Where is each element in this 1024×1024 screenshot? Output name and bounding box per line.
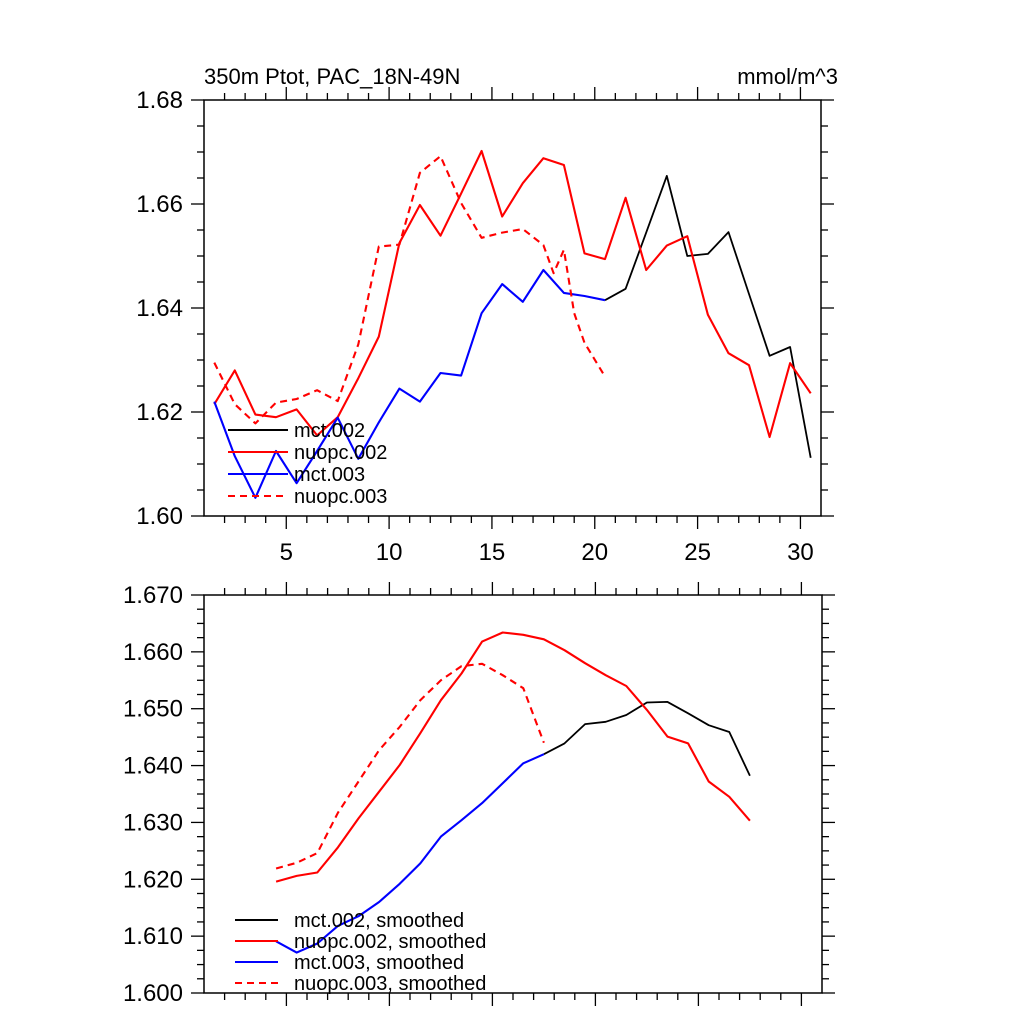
y-tick-label: 1.650 xyxy=(122,695,183,723)
top-panel xyxy=(136,87,834,566)
x-tick-label: 25 xyxy=(684,539,711,566)
bottom-legend xyxy=(235,910,486,995)
legend-entry-label: mct.002 xyxy=(294,420,366,442)
legend-entry-label: mct.003, smoothed xyxy=(294,952,465,974)
y-tick-label: 1.620 xyxy=(122,866,183,894)
x-tick-label: 15 xyxy=(478,539,506,566)
legend-entry-label: nuopc.003, smoothed xyxy=(294,973,487,995)
y-tick-label: 1.630 xyxy=(122,809,183,837)
y-tick-label: 1.670 xyxy=(122,582,183,609)
top-axis-labels xyxy=(136,87,814,566)
legend-entry-label: nuopc.003 xyxy=(294,486,388,508)
legend-entry-label: nuopc.002, smoothed xyxy=(294,931,487,953)
series-nuopc-003 xyxy=(214,156,605,423)
bottom-panel xyxy=(123,582,835,1007)
x-tick-label: 20 xyxy=(581,539,609,566)
bottom-series-group xyxy=(276,633,750,953)
top-legend xyxy=(228,420,387,508)
legend-entry-label: mct.003 xyxy=(294,464,366,486)
legend-entry-label: mct.002, smoothed xyxy=(294,910,465,932)
bottom-ticks xyxy=(191,582,835,1006)
units-label: mmol/m^3 xyxy=(737,64,838,89)
y-tick-label: 1.64 xyxy=(136,295,183,322)
y-tick-label: 1.660 xyxy=(122,638,183,666)
panels-group xyxy=(123,87,835,1007)
x-tick-label: 30 xyxy=(787,539,814,566)
y-tick-label: 1.68 xyxy=(136,87,183,114)
legend-entry-label: nuopc.002 xyxy=(294,442,388,464)
top-ticks xyxy=(191,87,834,529)
series-nuopc-003-smoothed xyxy=(276,664,544,869)
chart-title: 350m Ptot, PAC_18N-49N xyxy=(204,64,461,89)
series-mct-003 xyxy=(214,270,605,498)
x-tick-label: 10 xyxy=(375,539,403,566)
y-tick-label: 1.62 xyxy=(136,399,183,426)
y-tick-label: 1.600 xyxy=(122,980,183,1007)
y-tick-label: 1.60 xyxy=(136,503,183,530)
series-mct-002-smoothed xyxy=(544,702,750,776)
series-nuopc-002-smoothed xyxy=(276,633,750,882)
y-tick-label: 1.66 xyxy=(136,191,183,218)
y-tick-label: 1.640 xyxy=(122,752,183,780)
y-tick-label: 1.610 xyxy=(122,923,183,951)
x-tick-label: 5 xyxy=(279,539,293,566)
bottom-axis-labels xyxy=(123,582,183,1007)
